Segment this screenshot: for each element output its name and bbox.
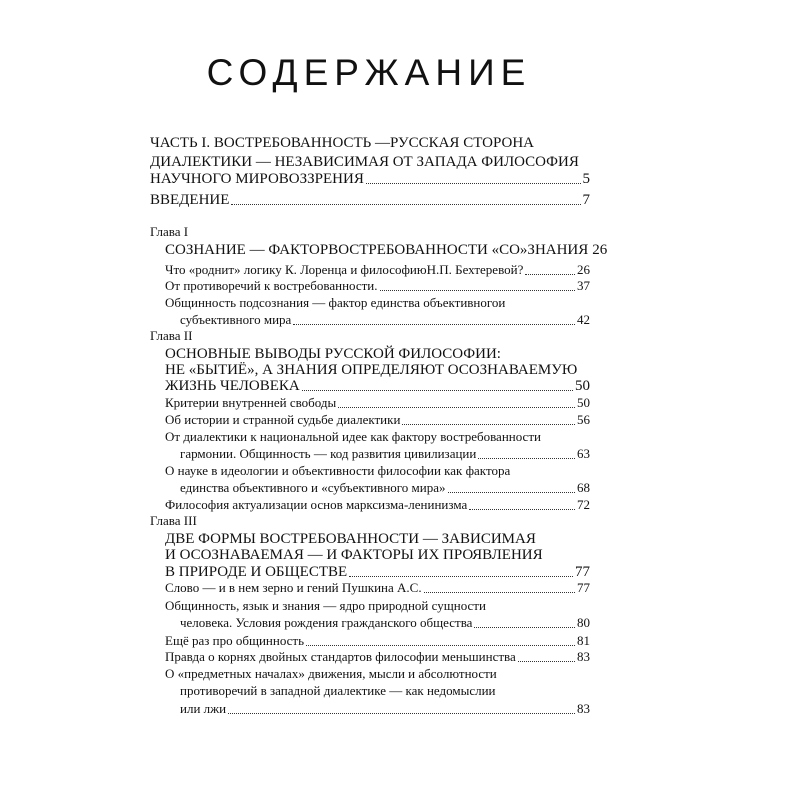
toc-page-number: 83	[577, 701, 590, 716]
toc-entry-line	[165, 462, 510, 480]
toc-entry-text: противоречий в западной диалектике — как недомыслии	[180, 683, 496, 698]
toc-page-number: 50	[575, 378, 590, 394]
toc-entry-line	[165, 377, 590, 395]
toc-entry-text: субъективного мира	[180, 312, 292, 327]
chapter-heading: Глава I	[150, 224, 189, 239]
toc-entry-text: И ОСОЗНАВАЕМАЯ — И ФАКТОРЫ ИХ ПРОЯВЛЕНИЯ	[165, 547, 543, 563]
toc-page-number: 7	[582, 192, 590, 208]
toc-entry-line	[180, 445, 590, 463]
toc-entry-line	[165, 579, 590, 597]
toc-entry-text: ДИАЛЕКТИКИ — НЕЗАВИСИМАЯ ОТ ЗАПАДА ФИЛОСОФИЯ	[150, 154, 579, 170]
dot-leader	[228, 712, 575, 714]
dot-leader	[402, 423, 575, 425]
dot-leader	[293, 323, 575, 325]
dot-leader	[469, 508, 575, 510]
toc-entry-text: НЕ «БЫТИЁ», А ЗНАНИЯ ОПРЕДЕЛЯЮТ ОСОЗНАВАЕМУЮ	[165, 362, 578, 378]
toc-entry-text: От диалектики к национальной идее как фактору востребованности	[165, 429, 541, 444]
toc-entry-text: Что «роднит» логику К. Лоренца и философиюН.П. Бехтеревой?	[165, 262, 524, 277]
toc-page-number: 37	[577, 278, 590, 293]
toc-entry-line	[150, 153, 579, 171]
toc-entry-text: ДВЕ ФОРМЫ ВОСТРЕБОВАННОСТИ — ЗАВИСИМАЯ	[165, 531, 536, 547]
toc-entry-text: или лжи	[180, 701, 227, 716]
toc-page-number: 72	[577, 497, 590, 512]
toc-page-number: 26	[577, 262, 590, 277]
toc-entry-text: СОЗНАНИЕ — ФАКТОРВОСТРЕБОВАННОСТИ «СО»ЗНАНИЯ	[165, 242, 589, 258]
chapter-heading: Глава III	[150, 513, 197, 528]
toc-entry-text: ОСНОВНЫЕ ВЫВОДЫ РУССКОЙ ФИЛОСОФИИ:	[165, 346, 501, 362]
dot-leader	[349, 575, 573, 577]
toc-page-number: 5	[582, 171, 590, 187]
toc-entry-line	[150, 170, 590, 188]
dot-leader	[448, 491, 576, 493]
toc-entry-text: ЧАСТЬ I. ВОСТРЕБОВАННОСТЬ —РУССКАЯ СТОРОНА	[150, 135, 535, 151]
toc-entry-line	[165, 294, 505, 312]
dot-leader	[366, 182, 581, 184]
dot-leader	[302, 389, 573, 391]
toc-entry-line	[180, 682, 496, 700]
toc-entry-line	[180, 311, 590, 329]
toc-page-number: 81	[577, 633, 590, 648]
toc-entry-text: Слово — и в нем зерно и гений Пушкина А.С.	[165, 580, 422, 595]
toc-entry-text: Правда о корнях двойных стандартов философии меньшинства	[165, 649, 516, 664]
toc-entry-line	[165, 277, 590, 295]
toc-entry-text: Об истории и странной судьбе диалектики	[165, 412, 401, 427]
toc-entry-text: В ПРИРОДЕ И ОБЩЕСТВЕ	[165, 564, 348, 580]
toc-entry-text: Критерии внутренней свободы	[165, 395, 337, 410]
page-title: СОДЕРЖАНИЕ	[206, 52, 532, 93]
toc-entry-text: единства объективного и «субъективного мира»	[180, 480, 446, 495]
toc-entry-text: От противоречий к востребованности.	[165, 278, 378, 293]
dot-leader	[231, 203, 580, 205]
toc-entry-line	[180, 479, 590, 497]
toc-page-number: 50	[577, 395, 590, 410]
toc-page-number: 77	[577, 580, 590, 595]
dot-leader	[380, 289, 575, 291]
toc-page-number: 83	[577, 649, 590, 664]
toc-entry-text: ВВЕДЕНИЕ	[150, 192, 230, 208]
toc-entry-line	[180, 700, 590, 718]
toc-page-number: 68	[577, 480, 590, 495]
toc-entry-line	[165, 496, 590, 514]
toc-page-number: 42	[577, 312, 590, 327]
toc-page-number: 56	[577, 412, 590, 427]
toc-entry-line	[165, 411, 590, 429]
toc-entry-text: Философия актуализации основ марксизма-ленинизма	[165, 497, 468, 512]
dot-leader	[306, 644, 575, 646]
toc-entry-text: Общинность подсознания — фактор единства объективногои	[165, 295, 506, 310]
toc-entry-line	[165, 428, 541, 446]
toc-page-number: 26	[592, 242, 608, 258]
dot-leader	[424, 591, 575, 593]
toc-entry-line	[165, 394, 590, 412]
toc-entry-line	[165, 597, 486, 615]
toc-page-number: 80	[577, 615, 590, 630]
toc-entry-text: Общинность, язык и знания — ядро природной сущности	[165, 598, 486, 613]
dot-leader	[474, 626, 575, 628]
toc-entry-line	[165, 648, 590, 666]
toc-entry-text: гармонии. Общинность — код развития цивилизации	[180, 446, 477, 461]
toc-page-number: 77	[575, 564, 590, 580]
toc-entry-line	[180, 614, 590, 632]
dot-leader	[518, 660, 575, 662]
chapter-heading: Глава II	[150, 328, 193, 343]
dot-leader	[478, 457, 575, 459]
toc-entry-text: ЖИЗНЬ ЧЕЛОВЕКА	[165, 378, 300, 394]
toc-entry-line	[165, 546, 543, 564]
toc-entry-text: Ещё раз про общинность	[165, 633, 305, 648]
toc-entry-text: О науке в идеологии и объективности философии как фактора	[165, 463, 511, 478]
toc-entry-line	[150, 191, 590, 209]
toc-entry-line	[165, 665, 497, 683]
dot-leader	[525, 273, 575, 275]
toc-entry-line	[165, 241, 608, 259]
toc-entry-text: О «предметных началах» движения, мысли и абсолютности	[165, 666, 497, 681]
dot-leader	[338, 406, 575, 408]
toc-entry-line	[150, 134, 534, 152]
toc-entry-text: человека. Условия рождения гражданского общества	[180, 615, 473, 630]
toc-page-number: 63	[577, 446, 590, 461]
toc-entry-text: НАУЧНОГО МИРОВОЗЗРЕНИЯ	[150, 171, 364, 187]
